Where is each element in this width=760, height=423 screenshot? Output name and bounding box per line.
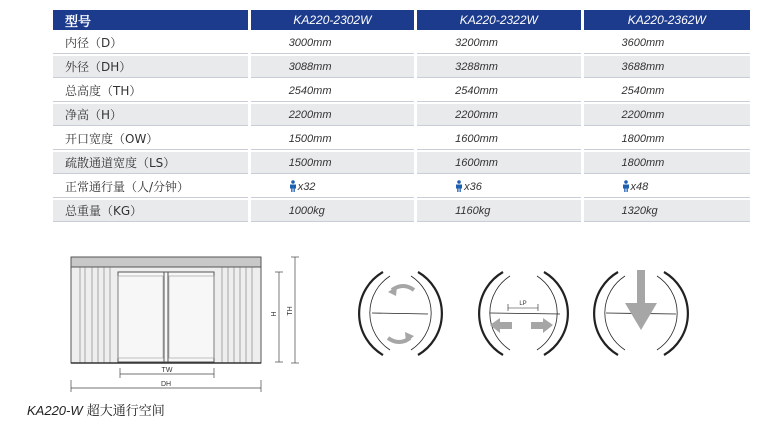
row-value: 2540mm bbox=[417, 80, 580, 102]
row-value: 2200mm bbox=[251, 104, 414, 126]
row-value-text: x36 bbox=[464, 181, 482, 193]
row-value: 1800mm bbox=[584, 152, 750, 174]
person-icon bbox=[289, 180, 297, 192]
row-label: 总高度（TH） bbox=[53, 80, 248, 102]
header-col-3: KA220-2362W bbox=[584, 10, 750, 30]
row-value: 3088mm bbox=[251, 56, 414, 78]
row-value: 3200mm bbox=[417, 32, 580, 54]
row-value: 3288mm bbox=[417, 56, 580, 78]
plan-rotation bbox=[359, 272, 442, 355]
row-label: 疏散通道宽度（LS） bbox=[53, 152, 248, 174]
row-value: 1500mm bbox=[251, 128, 414, 150]
row-value: 2200mm bbox=[584, 104, 750, 126]
row-value: 1600mm bbox=[417, 128, 580, 150]
dim-tw: TW bbox=[161, 367, 173, 374]
dim-h: H bbox=[271, 311, 278, 317]
plan-breakout bbox=[479, 272, 568, 355]
row-label: 开口宽度（OW） bbox=[53, 128, 248, 150]
table-row bbox=[53, 200, 750, 222]
row-value: 1800mm bbox=[584, 128, 750, 150]
dim-th: TH bbox=[287, 306, 294, 316]
row-value bbox=[417, 176, 580, 198]
header-model: 型号 bbox=[53, 10, 248, 30]
row-value-text: x48 bbox=[630, 181, 649, 193]
row-label: 外径（DH） bbox=[53, 56, 248, 78]
row-value: 2540mm bbox=[251, 80, 414, 102]
row-label: 总重量（KG） bbox=[53, 200, 248, 222]
row-value bbox=[584, 176, 750, 198]
row-value: 3688mm bbox=[584, 56, 750, 78]
row-value bbox=[251, 176, 414, 198]
row-value: 2540mm bbox=[584, 80, 750, 102]
caption bbox=[27, 400, 165, 419]
caption-model: KA220-W bbox=[27, 403, 83, 418]
row-value: 1600mm bbox=[417, 152, 580, 174]
caption-text: 超大通行空间 bbox=[82, 404, 165, 419]
row-label: 正常通行量（人/分钟） bbox=[53, 176, 248, 198]
header-col-1: KA220-2302W bbox=[251, 10, 414, 30]
row-value: 1500mm bbox=[251, 152, 414, 174]
table-row bbox=[53, 176, 750, 198]
table-row bbox=[53, 80, 750, 102]
table-row bbox=[53, 56, 750, 78]
person-icon bbox=[455, 180, 463, 192]
dim-lp: LP bbox=[519, 301, 527, 307]
header-col-2: KA220-2322W bbox=[417, 10, 580, 30]
table-row bbox=[53, 104, 750, 126]
row-value: 3600mm bbox=[584, 32, 750, 54]
row-value-text: x32 bbox=[297, 181, 316, 193]
row-value: 2200mm bbox=[417, 104, 580, 126]
door-diagrams bbox=[0, 240, 760, 400]
table-row bbox=[53, 128, 750, 150]
row-value: 1160kg bbox=[417, 200, 580, 222]
row-value: 3000mm bbox=[251, 32, 414, 54]
spec-table bbox=[50, 8, 753, 224]
row-label: 净高（H） bbox=[53, 104, 248, 126]
header-row bbox=[53, 10, 750, 30]
row-label: 内径（D） bbox=[53, 32, 248, 54]
person-icon bbox=[622, 180, 630, 192]
dim-dh: DH bbox=[160, 381, 172, 388]
row-value: 1000kg bbox=[251, 200, 414, 222]
table-row bbox=[53, 152, 750, 174]
table-row bbox=[53, 32, 750, 54]
front-elevation bbox=[71, 257, 299, 392]
row-value: 1320kg bbox=[584, 200, 750, 222]
plan-straight bbox=[594, 270, 688, 355]
